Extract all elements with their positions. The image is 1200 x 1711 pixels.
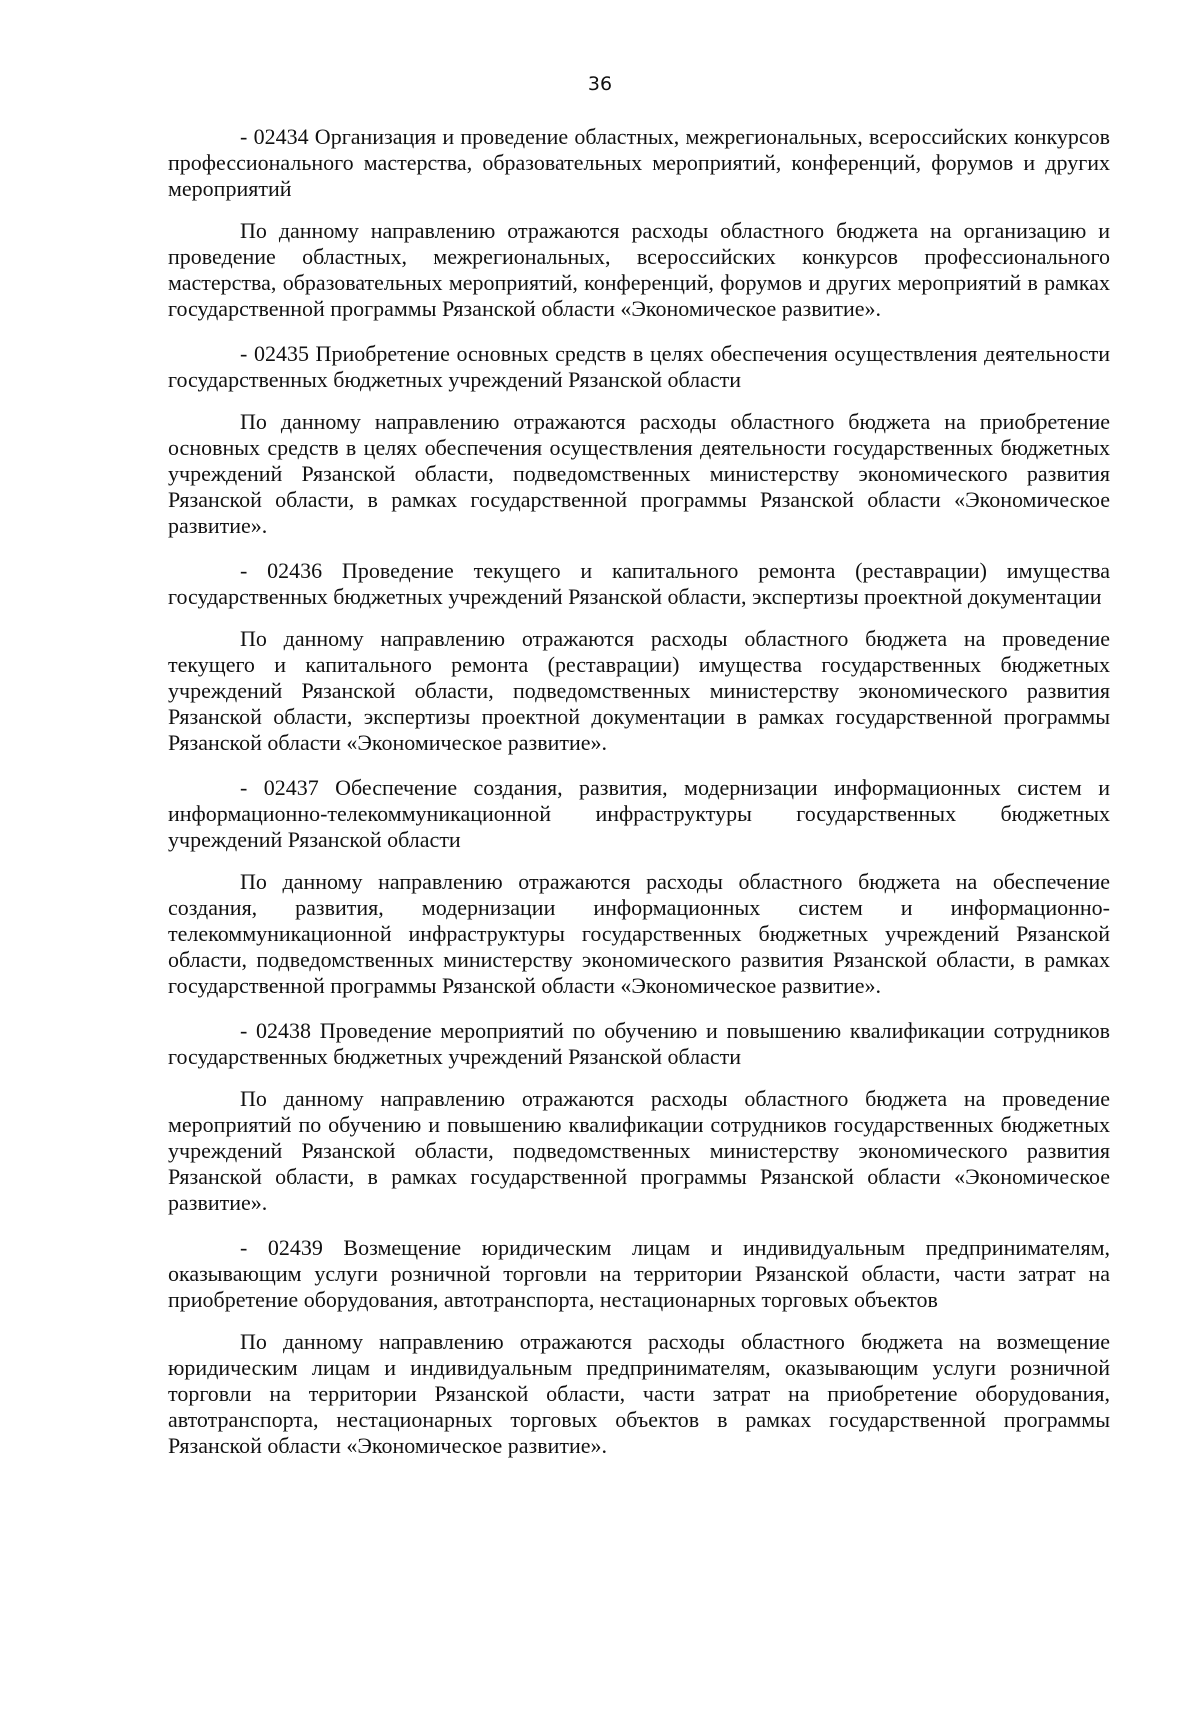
item-description: По данному направлению отражаются расходы областного бюджета на приобретение основных средств в целях обеспечения осуществления деятельности государственных бюджетных учреждений Рязанской области, подведомственных министерству экономического развития Рязанской области, в рамках государственной программы Рязанской области «Экономическое развитие». (168, 409, 1110, 538)
item-description: По данному направлению отражаются расходы областного бюджета на возмещение юридическим лицам и индивидуальным предпринимателям, оказывающим услуги розничной торговли на территории Рязанской области, части затрат на приобретение оборудования, автотранспорта, нестационарных торговых объектов в рамках государственной программы Рязанской области «Экономическое развитие». (168, 1329, 1110, 1458)
item-heading: - 02435 Приобретение основных средств в целях обеспечения осуществления деятельности государственных бюджетных учреждений Рязанской области (168, 341, 1110, 392)
item-heading: - 02437 Обеспечение создания, развития, модернизации информационных систем и информационно-телекоммуникационной инфраструктуры государственных бюджетных учреждений Рязанской области (168, 775, 1110, 852)
document-body (168, 124, 1110, 1478)
item-heading: - 02436 Проведение текущего и капитального ремонта (реставрации) имущества государственных бюджетных учреждений Рязанской области, экспертизы проектной документации (168, 558, 1110, 609)
budget-item-02435 (168, 341, 1110, 539)
item-description: По данному направлению отражаются расходы областного бюджета на обеспечение создания, развития, модернизации информационных систем и информационно-телекоммуникационной инфраструктуры государственных бюджетных учреждений Рязанской области, подведомственных министерству экономического развития Рязанской области, в рамках государственной программы Рязанской области «Экономическое развитие». (168, 869, 1110, 998)
item-description: По данному направлению отражаются расходы областного бюджета на проведение текущего и капитального ремонта (реставрации) имущества государственных бюджетных учреждений Рязанской области, подведомственных министерству экономического развития Рязанской области, экспертизы проектной документации в рамках государственной программы Рязанской области «Экономическое развитие». (168, 626, 1110, 755)
item-description: По данному направлению отражаются расходы областного бюджета на проведение мероприятий по обучению и повышению квалификации сотрудников государственных бюджетных учреждений Рязанской области, подведомственных министерству экономического развития Рязанской области, в рамках государственной программы Рязанской области «Экономическое развитие». (168, 1086, 1110, 1215)
item-heading: - 02438 Проведение мероприятий по обучению и повышению квалификации сотрудников государственных бюджетных учреждений Рязанской области (168, 1018, 1110, 1069)
budget-item-02436 (168, 558, 1110, 756)
budget-item-02434 (168, 124, 1110, 322)
budget-item-02439 (168, 1235, 1110, 1459)
budget-item-02438 (168, 1018, 1110, 1216)
item-description: По данному направлению отражаются расходы областного бюджета на организацию и проведение областных, межрегиональных, всероссийских конкурсов профессионального мастерства, образовательных мероприятий, конференций, форумов и других мероприятий в рамках государственной программы Рязанской области «Экономическое развитие». (168, 218, 1110, 321)
item-heading: - 02439 Возмещение юридическим лицам и индивидуальным предпринимателям, оказывающим услуги розничной торговли на территории Рязанской области, части затрат на приобретение оборудования, автотранспорта, нестационарных торговых объектов (168, 1235, 1110, 1312)
page-number: 36 (587, 73, 613, 95)
item-heading: - 02434 Организация и проведение областных, межрегиональных, всероссийских конкурсов профессионального мастерства, образовательных мероприятий, конференций, форумов и других мероприятий (168, 124, 1110, 201)
budget-item-02437 (168, 775, 1110, 999)
